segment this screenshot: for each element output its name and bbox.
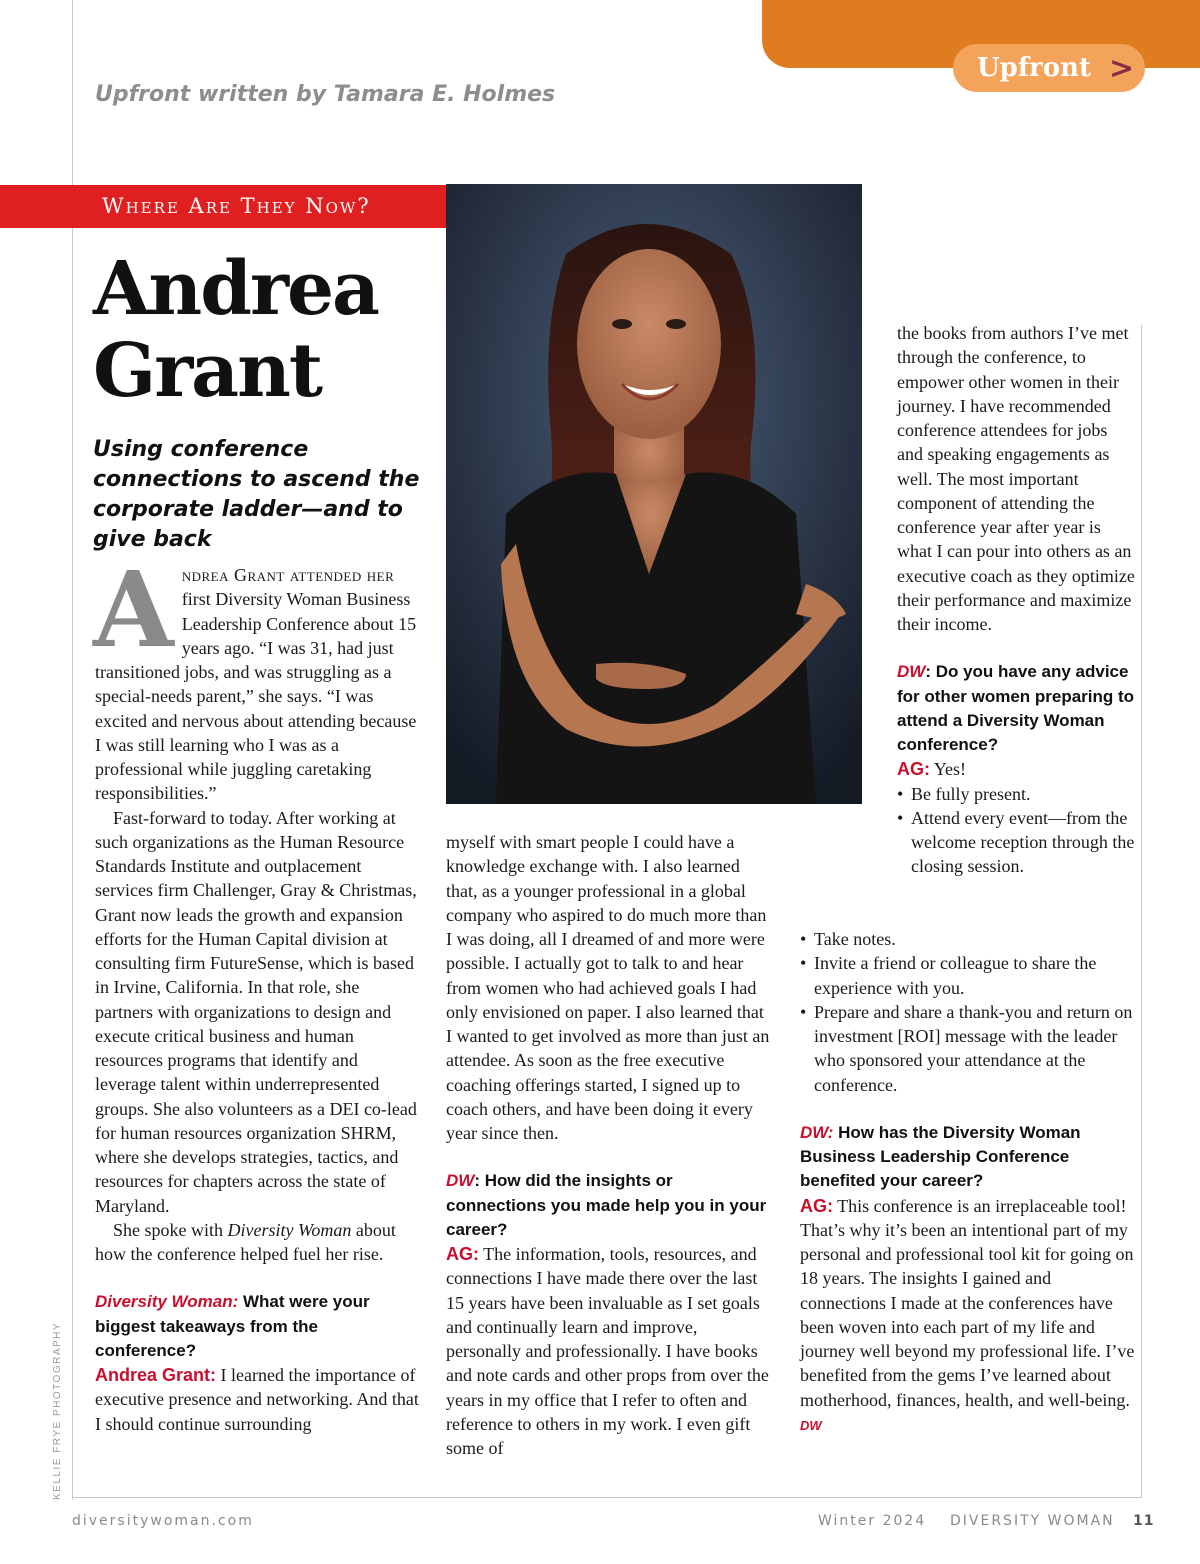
question-text: What were your biggest takeaways from the conference?: [95, 1292, 370, 1360]
body-paragraph-3: [95, 1218, 420, 1267]
question-2: [446, 1169, 771, 1242]
right-page-rule: [1141, 325, 1142, 1498]
answer-text: The information, tools, resources, and connections I have made there over the last 15 years have been invaluable as I set goals and continually learn and improve, personally and professionally. I have books and note cards and other props from over the years in my office that I refer to often and reference to others in my work. I even gift some of: [446, 1244, 769, 1458]
question-label: DW: [897, 662, 926, 682]
article-column-3-narrow: [897, 321, 1137, 879]
list-item: • Be fully present.: [897, 782, 1137, 806]
answer-2-continued: the books from authors I’ve met through the conference, to empower other women in their journey. I have recommended conference attendees for jobs and speaking engagements as well. The most important component of attending the conference year after year is what I can pour into others as an executive coach as they optimize their performance and maximize their income.: [897, 323, 1135, 634]
byline: Upfront written by Tamara E. Holmes: [95, 82, 556, 107]
drop-cap: A: [93, 548, 174, 671]
question-label: DW: [446, 1171, 475, 1191]
list-item: • Invite a friend or colleague to share the experience with you.: [800, 951, 1135, 1000]
footer-url[interactable]: diversitywoman.com: [72, 1513, 254, 1529]
answer-text: This conference is an irreplaceable tool! That’s why it’s been an intentional part of my personal and professional tool kit for going on 18 years. The insights I gained and connections I made at the conferences have been woven into each part of my life and journey well beyond my professional life. I’ve benefited from the gems I’ve learned about motherhood, finances, health, and well-being.: [800, 1195, 1135, 1410]
lead-smallcaps: ndrea Grant attended her: [181, 565, 395, 585]
kicker: Where Are They Now?: [102, 194, 371, 218]
lead-text: first Diversity Woman Business Leadership Conference about 15 years ago. “I was 31, had just transitioned jobs, and was struggling as a special-needs parent,” she says. “I was excited and nervous about attending because I was still learning who I was as a professional while juggling caretaking responsibilities.”: [95, 589, 417, 804]
question-text: : How did the insights or connections you made help you in your career?: [446, 1171, 767, 1239]
headline-line-2: Grant: [93, 328, 322, 414]
end-mark: DW: [800, 1417, 822, 1433]
chevron-right-icon: >: [1109, 50, 1135, 86]
answer-label: AG:: [897, 759, 930, 780]
question-label: DW:: [800, 1122, 834, 1142]
article-column-3-wide: [800, 927, 1135, 1438]
answer-2-start: [446, 1242, 771, 1460]
question-text: How has the Diversity Woman Business Leadership Conference benefited your career?: [800, 1122, 1081, 1191]
question-1: [95, 1290, 420, 1363]
footer-issue: Winter 2024: [818, 1513, 927, 1529]
advice-list-narrow: [897, 782, 1137, 879]
list-item: • Attend every event—from the welcome reception through the closing session.: [897, 806, 1137, 879]
answer-label: AG:: [800, 1195, 833, 1216]
body-text: She spoke with: [113, 1219, 228, 1240]
list-item: • Prepare and share a thank-you and return on investment [ROI] message with the leader who sponsored your attendance at the conference.: [800, 1000, 1135, 1097]
advice-list-wide: [800, 927, 1135, 1097]
portrait-photo: [446, 184, 862, 804]
question-4: [800, 1121, 1135, 1194]
answer-text: Yes!: [930, 759, 967, 780]
deck: Using conference connections to ascend the corporate ladder—and to give back: [93, 437, 420, 552]
headline: [93, 248, 378, 412]
bottom-page-rule: [72, 1497, 1142, 1498]
answer-label: Andrea Grant:: [95, 1365, 217, 1385]
answer-3: [897, 757, 1137, 781]
footer-magazine-name: DIVERSITY WOMAN: [950, 1513, 1115, 1529]
answer-1-continued: myself with smart people I could have a knowledge exchange with. I also learned that, as a younger professional in a global company who aspired to do much more than I was doing, all I dreamed of and more were possible. I actually got to talk to and hear from women who had achieved goals I had only envisioned on paper. I also learned that I wanted to get involved as more than just an attendee. As soon as the free executive coaching offerings started, I signed up to coach others, and have been doing it every year since then.: [446, 832, 770, 1143]
magazine-name-italic: Diversity Woman: [227, 1219, 352, 1240]
answer-text: I learned the importance of executive presence and networking. And that I should continue surrounding: [95, 1365, 419, 1434]
lead-paragraph: [93, 548, 420, 806]
question-text: : Do you have any advice for other women preparing to attend a Diversity Woman conference?: [897, 662, 1135, 754]
question-label: Diversity Woman:: [95, 1292, 239, 1312]
article-column-2: [446, 830, 771, 1460]
list-item: • Take notes.: [800, 927, 1135, 951]
body-text: about how the conference helped fuel her rise.: [95, 1219, 396, 1264]
answer-label: AG:: [446, 1244, 479, 1264]
section-tab-label: Upfront: [977, 53, 1091, 83]
answer-4: [800, 1194, 1135, 1439]
page-number: 11: [1133, 1513, 1155, 1529]
portrait-illustration: [446, 184, 862, 804]
question-3: [897, 660, 1137, 757]
headline-line-1: Andrea: [93, 246, 378, 332]
body-paragraph-2: Fast-forward to today. After working at such organizations as the Human Resource Standards Institute and outplacement services firm Challenger, Gray & Christmas, Grant now leads the growth and expansion efforts for the Human Capital division at consulting firm FutureSense, which is based in Irvine, California. In that role, she partners with organizations to design and execute critical business and human resources programs that identify and leverage talent within underrepresented groups. She also volunteers as a DEI co-lead for human resources organization SHRM, where she develops strategies, tactics, and resources for chapters across the state of Maryland.: [95, 807, 417, 1216]
section-tab-upfront[interactable]: [953, 44, 1145, 92]
article-column-1: [93, 548, 420, 1436]
photo-credit: KELLIE FRYE PHOTOGRAPHY: [52, 1321, 63, 1500]
answer-1-start: [95, 1363, 420, 1436]
